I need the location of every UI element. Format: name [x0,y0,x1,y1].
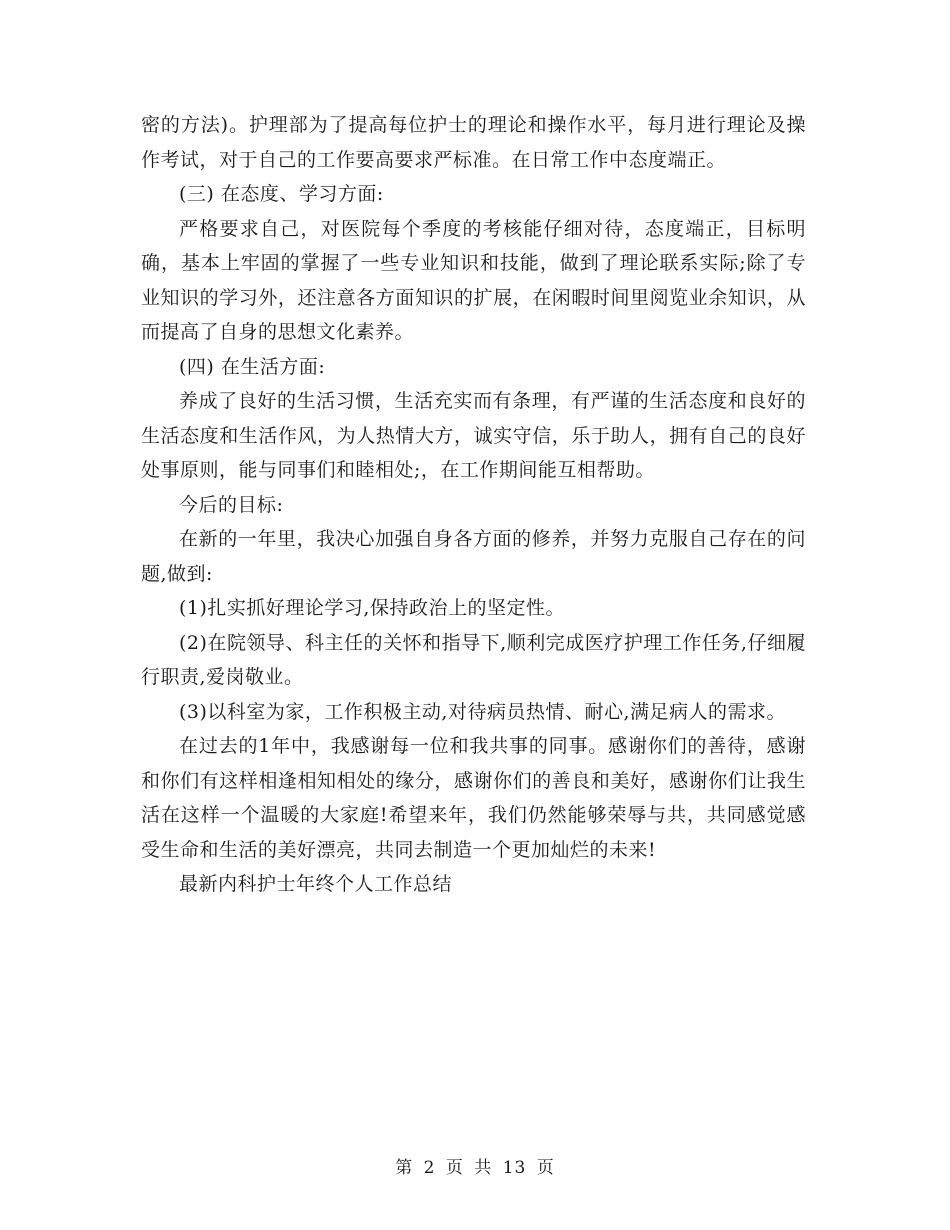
next-article-title: 最新内科护士年终个人工作总结 [179,873,453,895]
section-heading-attitude-study: (三) 在态度、学习方面: [179,183,384,205]
section-heading-life: (四) 在生活方面: [179,355,326,378]
goal-item-3: (3)以科室为家，工作积极主动,对待病员热情、耐心,满足病人的需求。 [179,700,786,723]
document-body [141,108,806,902]
goal-item-1: (1)扎实抓好理论学习,保持政治上的坚定性。 [179,597,565,619]
section-heading-goals: 今后的目标: [179,493,284,516]
goal-item-2: (2)在院领导、科主任的关怀和指导下,顺利完成医疗护理工作任务,仔细履行职责,爱岗敬业。 [141,631,806,688]
paragraph-goals-intro: 在新的一年里，我决心加强自身各方面的修养，并努力克服自己存在的问题,做到: [141,528,806,585]
paragraph-attitude-study: 严格要求自己，对医院每个季度的考核能仔细对待，态度端正，目标明确，基本上牢固的掌握了一些专业知识和技能，做到了理论联系实际;除了专业知识的学习外，还注意各方面知识的扩展，在闲暇时间里阅览业余知识，从而提高了自身的思想文化素养。 [141,217,806,343]
paragraph-life: 养成了良好的生活习惯，生活充实而有条理，有严谨的生活态度和良好的生活态度和生活作风，为人热情大方，诚实守信，乐于助人，拥有自己的良好处事原则，能与同事们和睦相处;，在工作期间能互相帮助。 [141,390,806,481]
paragraph-continuation: 密的方法)。护理部为了提高每位护士的理论和操作水平，每月进行理论及操作考试，对于自己的工作要高要求严标准。在日常工作中态度端正。 [141,114,806,171]
page-number-footer: 第 2 页 共 13 页 [395,1158,555,1178]
paragraph-thanks: 在过去的1年中，我感谢每一位和我共事的同事。感谢你们的善待，感谢和你们有这样相逢相知相处的缘分，感谢你们的善良和美好，感谢你们让我生活在这样一个温暖的大家庭!希望来年，我们仍然能够荣辱与共，共同感觉感受生命和生活的美好漂亮，共同去制造一个更加灿烂的未来! [141,735,806,861]
